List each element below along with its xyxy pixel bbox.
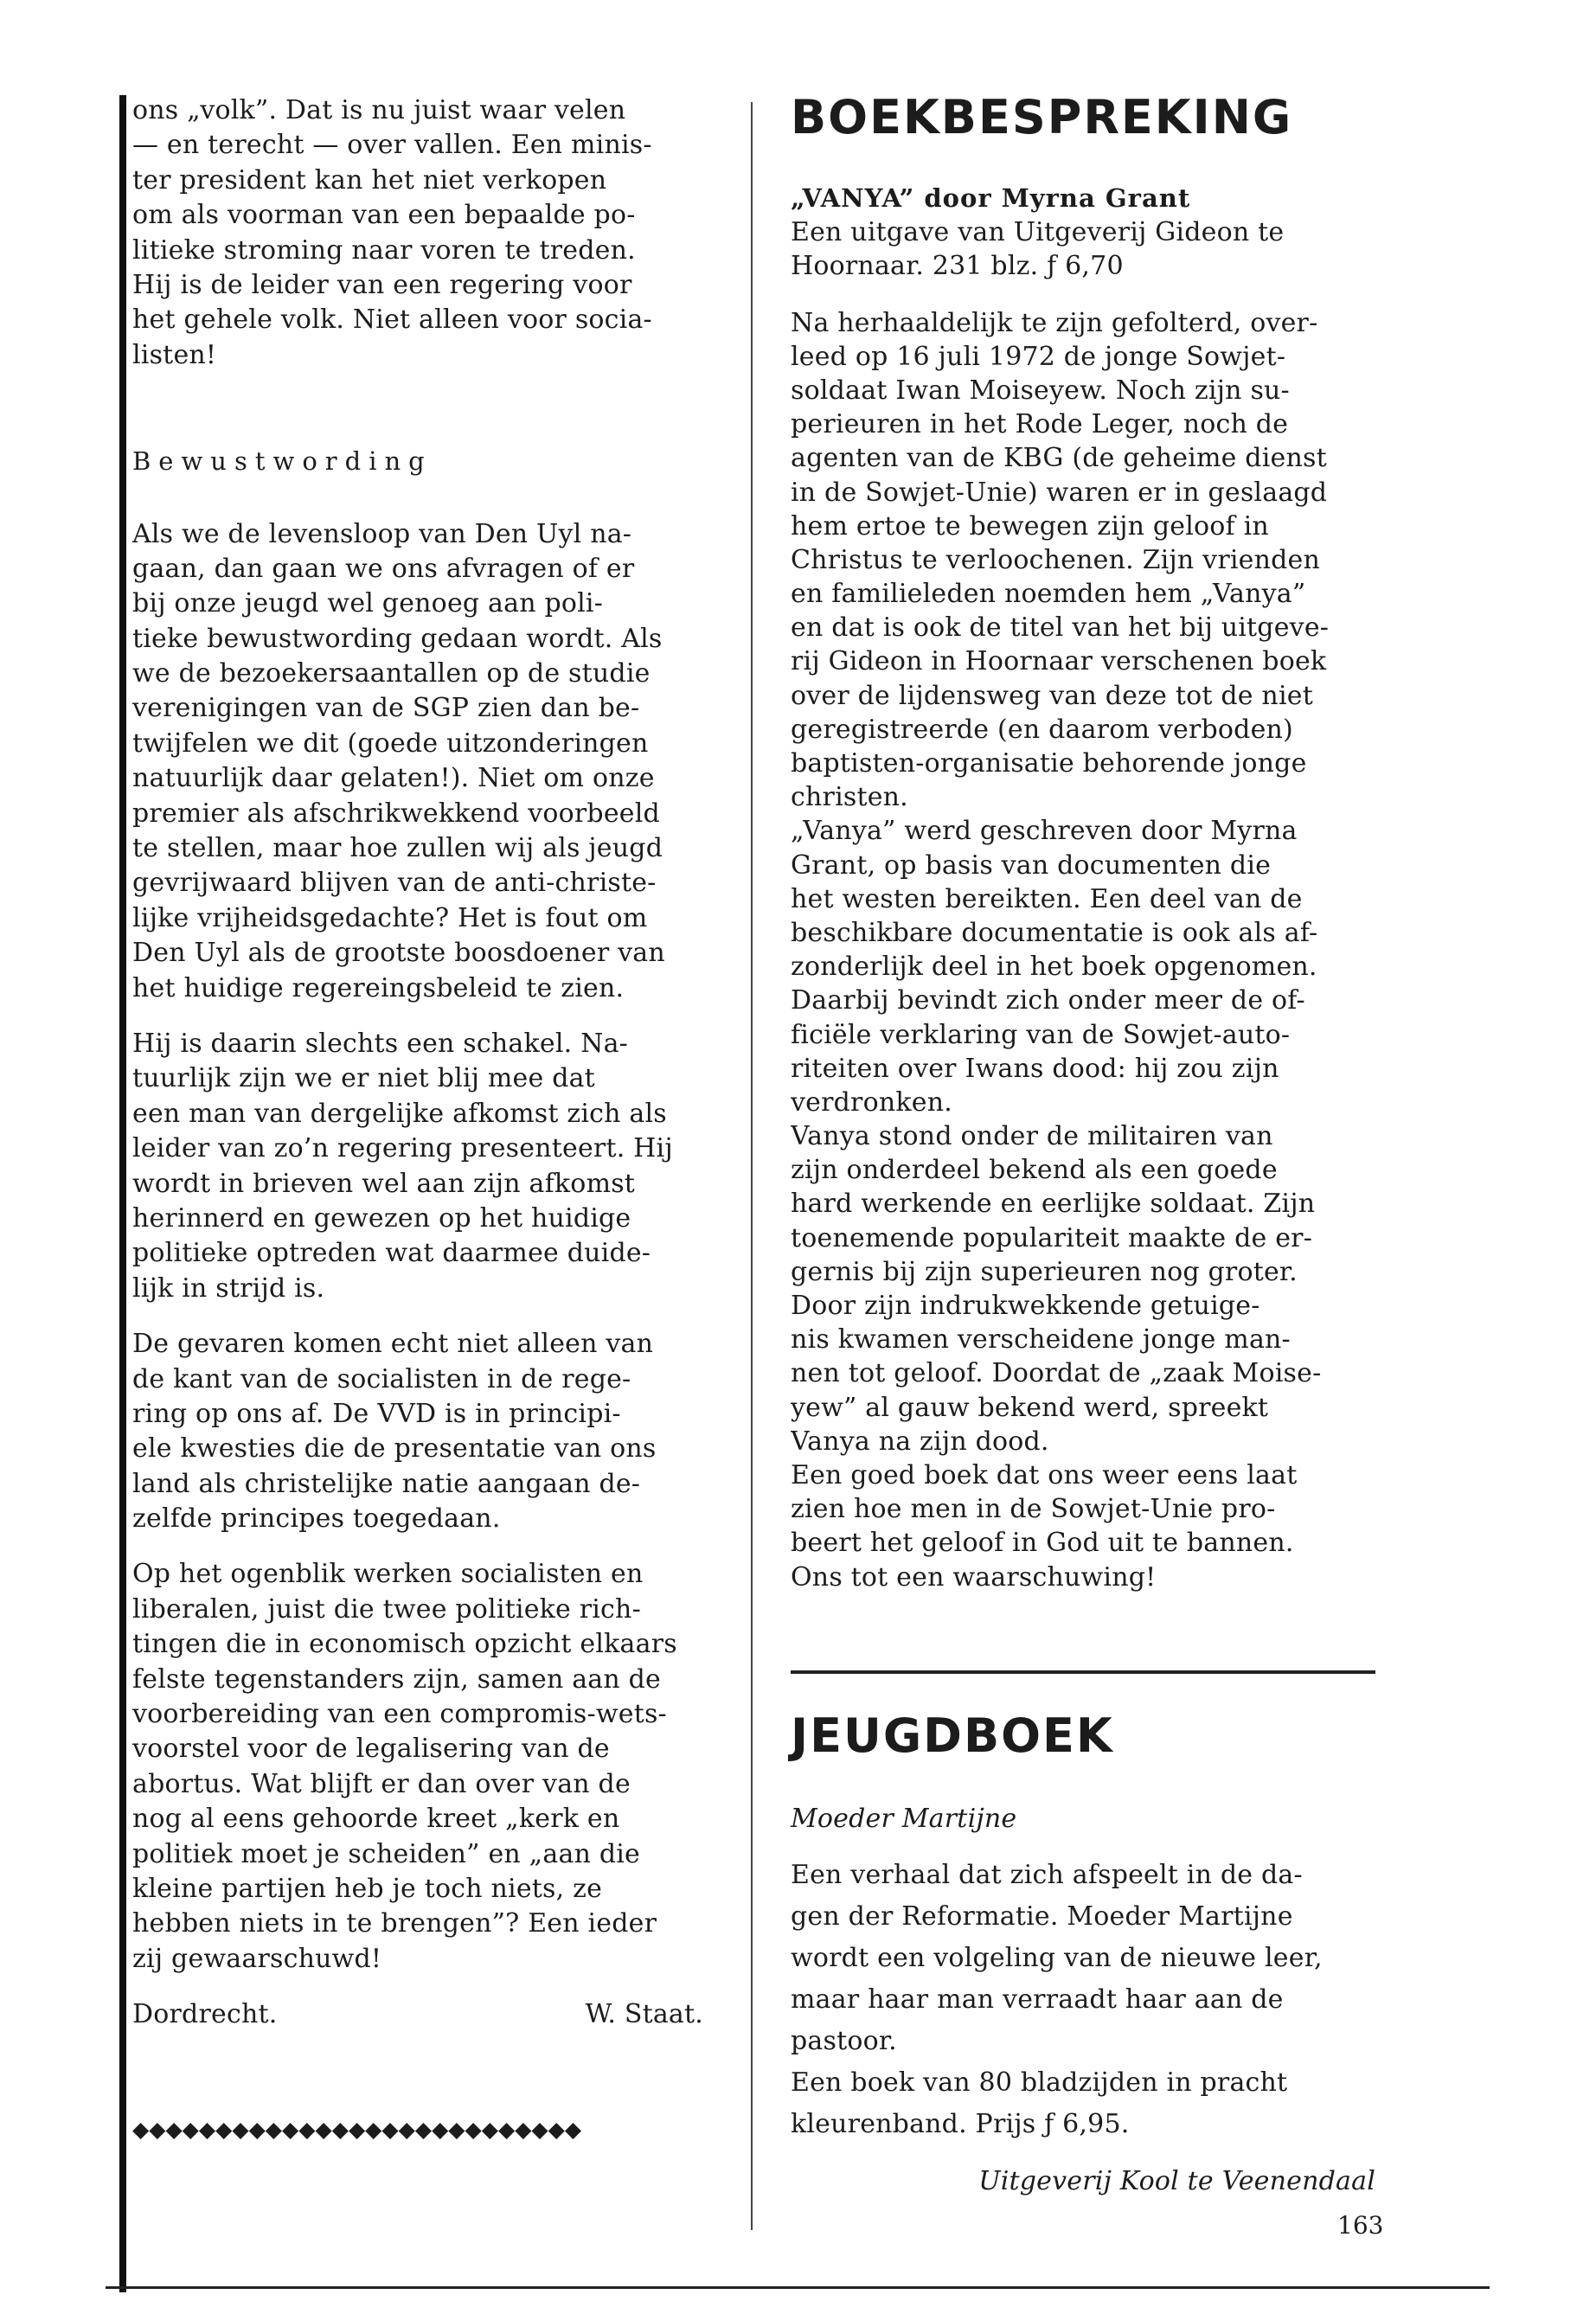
text-line: abortus. Wat blijft er dan over van de <box>132 1768 631 1799</box>
jeugdboek-subtitle: Moeder Martijne <box>791 1803 1017 1834</box>
text-line: hebben niets in te brengen”? Een ieder <box>132 1908 657 1939</box>
text-line: Als we de levensloop van Den Uyl na- <box>132 518 632 549</box>
text-line: nog al eens gehoorde kreet „kerk en <box>132 1804 620 1835</box>
text-line: twijfelen we dit (goede uitzonderingen <box>132 727 649 759</box>
text-line: het gehele volk. Niet alleen voor socia- <box>132 304 652 336</box>
text-line: zonderlijk deel in het boek opgenomen. <box>791 952 1317 983</box>
text-line: Een verhaal dat zich afspeelt in de da- <box>791 1859 1303 1890</box>
boekbespreking-title: BOEKBESPREKING <box>791 90 1293 144</box>
left-para-4 <box>132 1327 703 1536</box>
text-line: ons „volk”. Dat is nu juist waar velen <box>132 95 626 125</box>
text-line: zelfde principes toegedaan. <box>132 1503 501 1535</box>
text-line: Hij is daarin slechts een schakel. Na- <box>132 1029 628 1059</box>
text-line: Daarbij bevindt zich onder meer de of- <box>791 985 1305 1016</box>
signature-author: W. Staat. <box>585 1999 703 2030</box>
text-line: tingen die in economisch opzicht elkaars <box>132 1629 677 1660</box>
text-line: tuurlijk zijn we er niet blij mee dat <box>132 1063 595 1094</box>
text-line: het westen bereikten. Een deel van de <box>791 883 1303 914</box>
left-column <box>132 93 703 2147</box>
text-line: politieke optreden wat daarmee duide- <box>132 1238 651 1269</box>
text-line: lijke vrijheidsgedachte? Het is fout om <box>132 902 648 933</box>
text-line: natuurlijk daar gelaten!). Niet om onze <box>132 763 655 794</box>
right-column <box>791 90 1379 2198</box>
diamond-ornament-rule: ◆◆◆◆◆◆◆◆◆◆◆◆◆◆◆◆◆◆◆◆◆◆◆◆◆◆◆ <box>132 2116 582 2142</box>
text-line: Ons tot een waarschuwing! <box>791 1561 1157 1593</box>
book-title: „VANYA” door Myrna Grant <box>791 183 1191 213</box>
text-line: De gevaren komen echt niet alleen van <box>132 1329 654 1360</box>
text-line: zien hoe men in de Sowjet-Unie pro- <box>791 1494 1276 1525</box>
text-line: nis kwamen verscheidene jonge man- <box>791 1324 1291 1356</box>
text-line: Na herhaaldelijk te zijn gefolterd, over- <box>791 307 1318 338</box>
text-line: politiek moet je scheiden” en „aan die <box>132 1838 640 1869</box>
text-line: Op het ogenblik werken socialisten en <box>132 1559 644 1590</box>
text-line: in de Sowjet-Unie) waren er in geslaagd <box>791 477 1328 508</box>
text-line: Christus te verloochenen. Zijn vrienden <box>791 544 1321 575</box>
text-line: ele kwesties die de presentatie van ons <box>132 1433 657 1465</box>
text-line: hem ertoe te bewegen zijn geloof in <box>791 510 1269 542</box>
signature-line <box>132 1997 703 2032</box>
text-line: lijk in strijd is. <box>132 1272 325 1304</box>
text-line: leed op 16 juli 1972 de jonge Sowjet- <box>791 341 1286 372</box>
text-line: tieke bewustwording gedaan wordt. Als <box>132 623 663 654</box>
text-line: verenigingen van de SGP zien dan be- <box>132 693 640 724</box>
review-para-3 <box>791 1119 1379 1458</box>
text-line: ficiële verklaring van de Sowjet-auto- <box>791 1019 1291 1050</box>
text-line: gernis bij zijn superieuren nog groter. <box>791 1256 1298 1287</box>
text-line: herinnerd en gewezen op het huidige <box>132 1202 631 1234</box>
text-line: christen. <box>791 782 908 813</box>
text-line: kleine partijen heb je toch niets, ze <box>132 1873 603 1904</box>
text-line: ter president kan het niet verkopen <box>132 164 607 195</box>
page-number: 163 <box>1337 2211 1384 2240</box>
text-line: — en terecht — over vallen. Een minis- <box>132 130 652 161</box>
text-line: liberalen, juist die twee politieke rich- <box>132 1593 641 1625</box>
text-line: het huidige regereingsbeleid te zien. <box>132 972 625 1003</box>
text-line: Den Uyl als de grootste boosdoener van <box>132 938 665 969</box>
text-line: zij gewaarschuwd! <box>132 1943 382 1974</box>
page-bottom-rule <box>106 2286 1490 2289</box>
text-line: yew” al gauw bekend werd, spreekt <box>791 1392 1269 1423</box>
text-line: gaan, dan gaan we ons afvragen of er <box>132 553 635 584</box>
text-line: om als voorman van een bepaalde po- <box>132 200 636 231</box>
text-line: bij onze jeugd wel genoeg aan poli- <box>132 588 604 619</box>
text-line: maar haar man verraadt haar aan de <box>791 1984 1284 2015</box>
jeugdboek-body <box>791 1855 1379 2145</box>
text-line: Grant, op basis van documenten die <box>791 849 1272 881</box>
text-line: toenemende populariteit maakte de er- <box>791 1222 1313 1253</box>
text-line: voorstel voor de legalisering van de <box>132 1734 610 1765</box>
text-line: perieuren in het Rode Leger, noch de <box>791 409 1289 440</box>
text-line: leider van zo’n regering presenteert. Hij <box>132 1133 673 1164</box>
jeugdboek-title: JEUGDBOEK <box>791 1708 1114 1763</box>
section-rule <box>791 1670 1375 1674</box>
text-line: beschikbare documentatie is ook als af- <box>791 917 1318 948</box>
text-line: Vanya na zijn dood. <box>791 1426 1049 1457</box>
text-line: beert het geloof in God uit te bannen. <box>791 1528 1294 1559</box>
left-para-1 <box>132 93 703 373</box>
text-line: „Vanya” werd geschreven door Myrna <box>791 816 1298 847</box>
text-line: pastoor. <box>791 2025 897 2056</box>
text-line: wordt een volgeling van de nieuwe leer, <box>791 1942 1323 1973</box>
text-line: premier als afschrikwekkend voorbeeld <box>132 798 660 829</box>
left-para-5 <box>132 1557 703 1977</box>
section-heading-bewustwording: Bewustwording <box>132 446 433 477</box>
text-line: gevrijwaard blijven van de anti-christe- <box>132 868 657 899</box>
text-line: kleurenband. Prijs ƒ 6,95. <box>791 2108 1130 2139</box>
text-line: felste tegenstanders zijn, samen aan de <box>132 1663 661 1695</box>
book-info <box>791 215 1379 283</box>
text-line: geregistreerde (en daarom verboden) <box>791 714 1293 745</box>
text-line: Een boek van 80 bladzijden in pracht <box>791 2067 1288 2098</box>
text-line: een man van dergelijke afkomst zich als <box>132 1098 667 1129</box>
text-line: Een goed boek dat ons weer eens laat <box>791 1459 1298 1490</box>
review-para-2 <box>791 814 1379 1119</box>
text-line: riteiten over Iwans dood: hij zou zijn <box>791 1053 1279 1084</box>
text-line: de kant van de socialisten in de rege- <box>132 1363 631 1394</box>
text-line: voorbereiding van een compromis-wets- <box>132 1699 667 1730</box>
text-line: over de lijdensweg van deze tot de niet <box>791 680 1313 711</box>
text-line: hard werkende en eerlijke soldaat. Zijn <box>791 1189 1316 1220</box>
review-para-4 <box>791 1458 1379 1594</box>
text-line: agenten van de KBG (de geheime dienst <box>791 443 1327 474</box>
text-line: soldaat Iwan Moiseyew. Noch zijn su- <box>791 375 1290 406</box>
review-para-1 <box>791 306 1379 815</box>
text-line: verdronken. <box>791 1086 952 1118</box>
text-line: Vanya stond onder de militairen van <box>791 1121 1273 1152</box>
text-line: en dat is ook de titel van het bij uitgeve- <box>791 612 1330 644</box>
text-line: rij Gideon in Hoornaar verschenen boek <box>791 646 1327 677</box>
text-line: listen! <box>132 339 217 370</box>
text-line: wordt in brieven wel aan zijn afkomst <box>132 1168 636 1199</box>
text-line: en familieleden noemden hem „Vanya” <box>791 579 1306 610</box>
text-line: we de bezoekersaantallen op de studie <box>132 658 651 689</box>
text-line: Een uitgave van Uitgeverij Gideon te <box>791 217 1285 248</box>
binding-edge <box>119 95 126 2292</box>
text-line: Hij is de leider van een regering voor <box>132 269 632 300</box>
text-line: litieke stroming naar voren te treden. <box>132 234 636 266</box>
column-divider <box>751 102 753 2230</box>
text-line: te stellen, maar hoe zullen wij als jeugd <box>132 833 663 864</box>
text-line: Hoornaar. 231 blz. ƒ 6,70 <box>791 251 1124 282</box>
signature-place: Dordrecht. <box>132 1999 278 2030</box>
left-para-3 <box>132 1027 703 1306</box>
text-line: zijn onderdeel bekend als een goede <box>791 1155 1278 1186</box>
text-line: gen der Reformatie. Moeder Martijne <box>791 1900 1293 1932</box>
text-line: nen tot geloof. Doordat de „zaak Moise- <box>791 1358 1322 1389</box>
left-para-2 <box>132 517 703 1006</box>
text-line: ring op ons af. De VVD is in principi- <box>132 1398 621 1429</box>
text-line: baptisten-organisatie behorende jonge <box>791 748 1307 779</box>
publisher-credit: Uitgeverij Kool te Veenendaal <box>978 2165 1375 2196</box>
text-line: land als christelijke natie aangaan de- <box>132 1468 641 1499</box>
text-line: Door zijn indrukwekkende getuige- <box>791 1291 1260 1322</box>
